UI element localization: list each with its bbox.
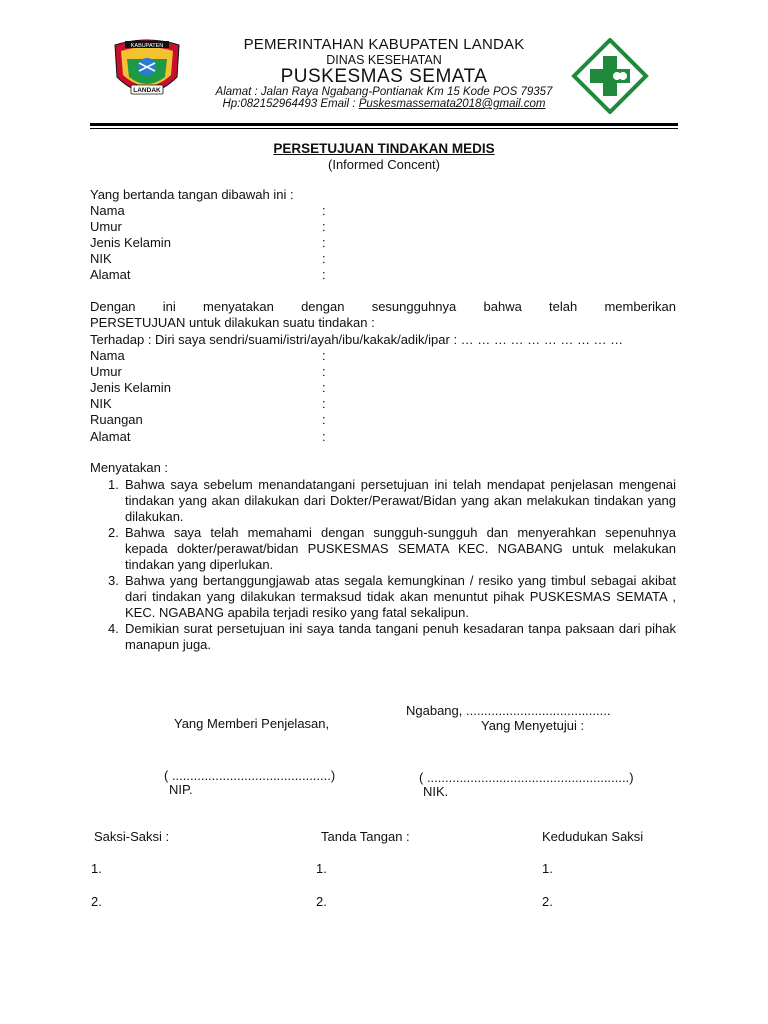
field-colon: : bbox=[322, 235, 326, 250]
header-puskesmas: PUSKESMAS SEMATA bbox=[280, 66, 488, 87]
document-title: PERSETUJUAN TINDAKAN MEDIS bbox=[273, 141, 495, 156]
field-label: Nama bbox=[90, 348, 125, 363]
field-colon: : bbox=[322, 412, 326, 427]
signer-field-row bbox=[90, 251, 326, 266]
role-row-number: 2. bbox=[542, 894, 553, 909]
field-label: Ruangan bbox=[90, 412, 143, 427]
field-label: Jenis Kelamin bbox=[90, 235, 171, 250]
place-date: Ngabang, ........................................ bbox=[406, 703, 611, 718]
list-item-number: 1. bbox=[108, 477, 119, 492]
field-label: NIK bbox=[90, 396, 112, 411]
header-government: PEMERINTAHAN KABUPATEN LANDAK bbox=[243, 36, 525, 53]
field-colon: : bbox=[322, 429, 326, 444]
signature-row-number: 1. bbox=[316, 861, 327, 876]
statement-line-1: Dengan ini menyatakan dengan sesungguhnya bahwa telah memberikan bbox=[90, 299, 676, 314]
patient-field-row bbox=[90, 348, 326, 363]
intro-text: Yang bertanda tangan dibawah ini : bbox=[90, 187, 294, 202]
consenter-signature-line: ( ........................................................) bbox=[419, 770, 634, 785]
list-item-text: Bahwa saya sebelum menandatangani persetujuan ini telah mendapat penjelasan mengenai tindakan yang akan dilakukan dari Dokter/Perawat/Bidan yang akan melakukan tindakan yang dilakukan. bbox=[125, 477, 676, 524]
giver-signature-line: ( ............................................) bbox=[164, 768, 336, 783]
document-subtitle: (Informed Concent) bbox=[328, 157, 440, 172]
list-item-number: 4. bbox=[108, 621, 119, 636]
crest-bottom-text: LANDAK bbox=[133, 87, 161, 94]
header-rule-thin bbox=[90, 128, 678, 129]
header-department: DINAS KESEHATAN bbox=[326, 53, 442, 67]
consenter-nik: NIK. bbox=[423, 784, 449, 799]
regency-crest-icon bbox=[111, 37, 183, 105]
field-colon: : bbox=[322, 267, 326, 282]
signer-field-row bbox=[90, 267, 326, 282]
list-item-text: Bahwa yang bertanggungjawab atas segala kemungkinan / resiko yang timbul sebagai akibat dari tindakan yang dilakukan termaksud tidak akan menuntut pihak PUSKESMAS SEMATA , KEC. NGABANG apabila terjadi resiko yang fatal sekalipun. bbox=[125, 573, 676, 620]
field-colon: : bbox=[322, 219, 326, 234]
patient-field-row bbox=[90, 364, 326, 379]
witness-col-header: Saksi-Saksi : bbox=[94, 829, 170, 844]
field-colon: : bbox=[322, 364, 326, 379]
header-email-link[interactable]: Puskesmassemata2018@gmail.com bbox=[358, 98, 546, 110]
list-item bbox=[108, 525, 676, 573]
field-colon: : bbox=[322, 396, 326, 411]
field-colon: : bbox=[322, 251, 326, 266]
terhadap-line: Terhadap : Diri saya sendri/suami/istri/ayah/ibu/kakak/adik/ipar : … … … … … … … … … … bbox=[90, 332, 624, 347]
list-item-number: 3. bbox=[108, 573, 119, 588]
header-contact bbox=[190, 98, 578, 110]
role-col-header: Kedudukan Saksi bbox=[542, 829, 644, 844]
patient-field-row bbox=[90, 380, 326, 395]
signature-col-header: Tanda Tangan : bbox=[321, 829, 410, 844]
header-phone: Hp:082152964493 Email : bbox=[222, 98, 359, 110]
field-label: Umur bbox=[90, 364, 122, 379]
patient-field-row bbox=[90, 429, 326, 444]
header-address: Alamat : Jalan Raya Ngabang-Pontianak Km 15 Kode POS 79357 bbox=[215, 86, 553, 98]
consenter-label: Yang Menyetujui : bbox=[481, 718, 585, 733]
list-item-text: Bahwa saya telah memahami dengan sungguh-sungguh dan menyerahkan sepenuhnya kepada dokter/perawat/bidan PUSKESMAS SEMATA KEC. NGABANG untuk melakukan tindakan yang diperlukan. bbox=[125, 525, 676, 572]
declaration-list bbox=[108, 477, 676, 653]
menyatakan-label: Menyatakan : bbox=[90, 460, 169, 475]
field-label: NIK bbox=[90, 251, 112, 266]
list-item-text: Demikian surat persetujuan ini saya tanda tangani penuh kesadaran tanpa paksaan dari pihak manapun juga. bbox=[125, 621, 676, 652]
signer-field-row bbox=[90, 203, 326, 218]
list-item bbox=[108, 621, 676, 653]
statement-line-2: PERSETUJUAN untuk dilakukan suatu tindakan : bbox=[90, 315, 375, 330]
signer-field-row bbox=[90, 219, 326, 234]
crest-top-text: KABUPATEN bbox=[130, 43, 164, 49]
field-label: Alamat bbox=[90, 267, 131, 282]
header-rule-thick bbox=[90, 123, 678, 126]
role-row-number: 1. bbox=[542, 861, 553, 876]
witness-row-number: 2. bbox=[91, 894, 102, 909]
field-colon: : bbox=[322, 380, 326, 395]
patient-field-row bbox=[90, 396, 326, 411]
giver-label: Yang Memberi Penjelasan, bbox=[174, 716, 330, 731]
field-label: Alamat bbox=[90, 429, 131, 444]
patient-field-row bbox=[90, 412, 326, 427]
field-label: Jenis Kelamin bbox=[90, 380, 171, 395]
signature-row-number: 2. bbox=[316, 894, 327, 909]
field-label: Nama bbox=[90, 203, 125, 218]
puskesmas-cross-icon bbox=[570, 38, 650, 114]
list-item bbox=[108, 573, 676, 621]
field-colon: : bbox=[322, 348, 326, 363]
witness-row-number: 1. bbox=[91, 861, 102, 876]
field-label: Umur bbox=[90, 219, 122, 234]
giver-nip: NIP. bbox=[169, 782, 193, 797]
list-item bbox=[108, 477, 676, 525]
list-item-number: 2. bbox=[108, 525, 119, 540]
field-colon: : bbox=[322, 203, 326, 218]
signer-field-row bbox=[90, 235, 326, 250]
